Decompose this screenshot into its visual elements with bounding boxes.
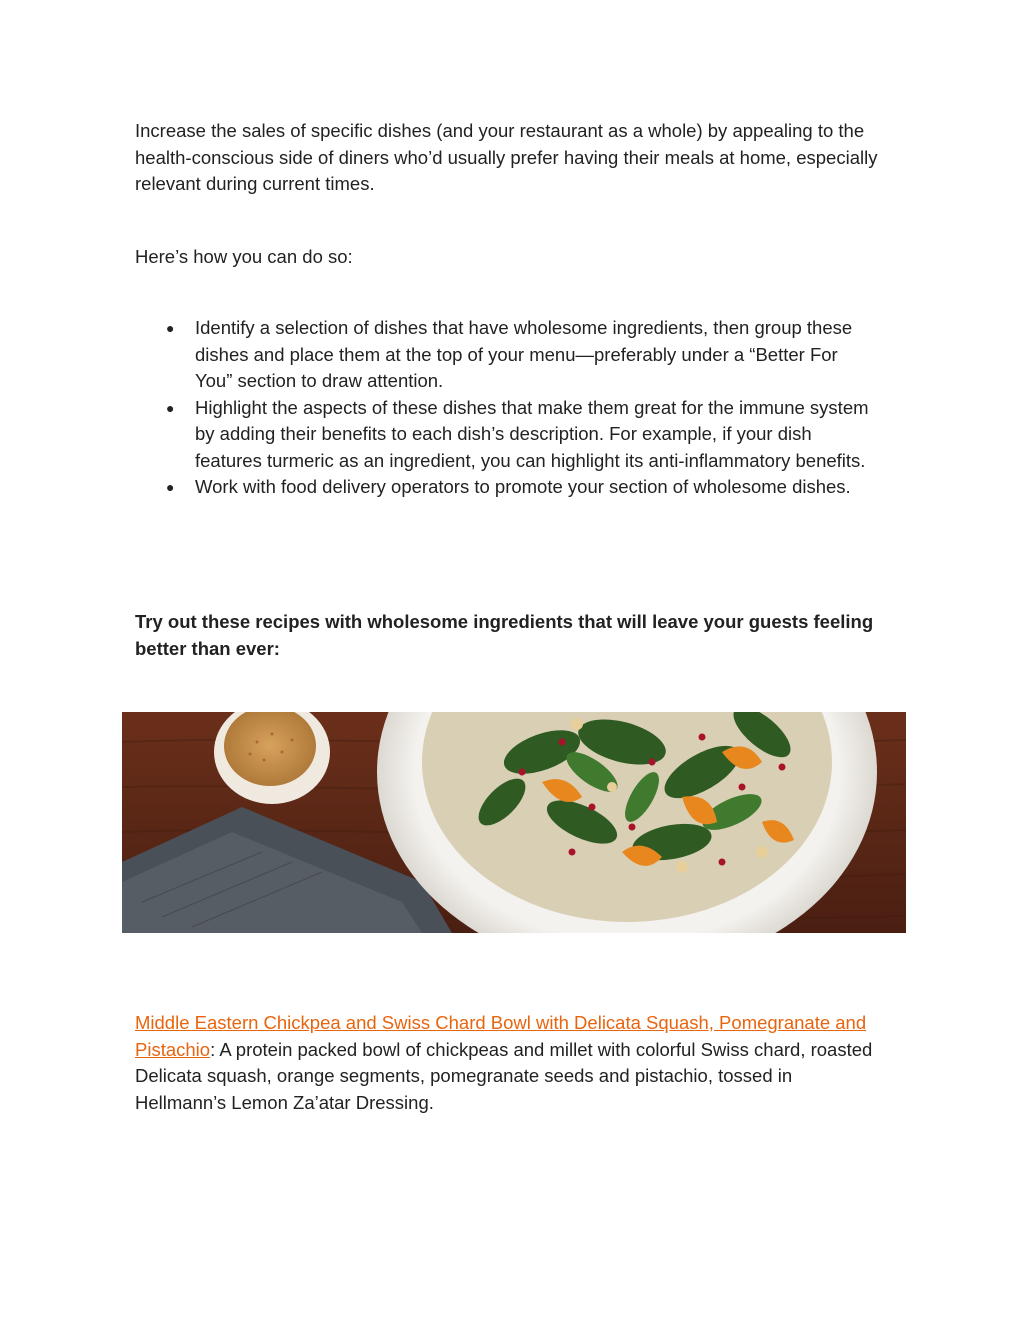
list-item-text: Identify a selection of dishes that have wholesome ingredients, then group these dishes and place them at the top of your menu—preferably under a “Better For You” section to draw attention. bbox=[195, 317, 853, 391]
bullet-icon: ● bbox=[166, 320, 175, 336]
intro-paragraph: Increase the sales of specific dishes (and your restaurant as a whole) by appealing to the health-conscious side of diners who’d usually prefer having their meals at home, especially relevant during current times. bbox=[135, 120, 878, 194]
bullet-icon: ● bbox=[166, 399, 175, 416]
list-item bbox=[135, 395, 875, 475]
howto-paragraph: Here’s how you can do so: bbox=[135, 246, 353, 267]
list-item bbox=[135, 315, 875, 395]
list-item-text: Work with food delivery operators to promote your section of wholesome dishes. bbox=[195, 476, 851, 497]
list-item bbox=[135, 474, 875, 501]
recipe-paragraph bbox=[135, 1010, 885, 1116]
recipes-heading: Try out these recipes with wholesome ingredients that will leave your guests feeling better than ever: bbox=[135, 611, 874, 659]
bullet-icon: ● bbox=[166, 479, 175, 495]
salad-bowl-photo bbox=[122, 712, 906, 933]
recipe-link[interactable]: Middle Eastern Chickpea and Swiss Chard Bowl with Delicata Squash, Pomegranate and Pistachio bbox=[135, 1012, 867, 1060]
list-item-text: Highlight the aspects of these dishes that make them great for the immune system by adding their benefits to each dish’s description. For example, if your dish features turmeric as an ingredient, you can highlight its anti-inflammatory benefits. bbox=[195, 396, 869, 471]
recipe-description: : A protein packed bowl of chickpeas and millet with colorful Swiss chard, roasted Delicata squash, orange segments, pomegranate seeds and pistachio, tossed in Hellmann’s Lemon Za’atar Dressing. bbox=[135, 1038, 873, 1113]
tips-list bbox=[135, 315, 875, 501]
